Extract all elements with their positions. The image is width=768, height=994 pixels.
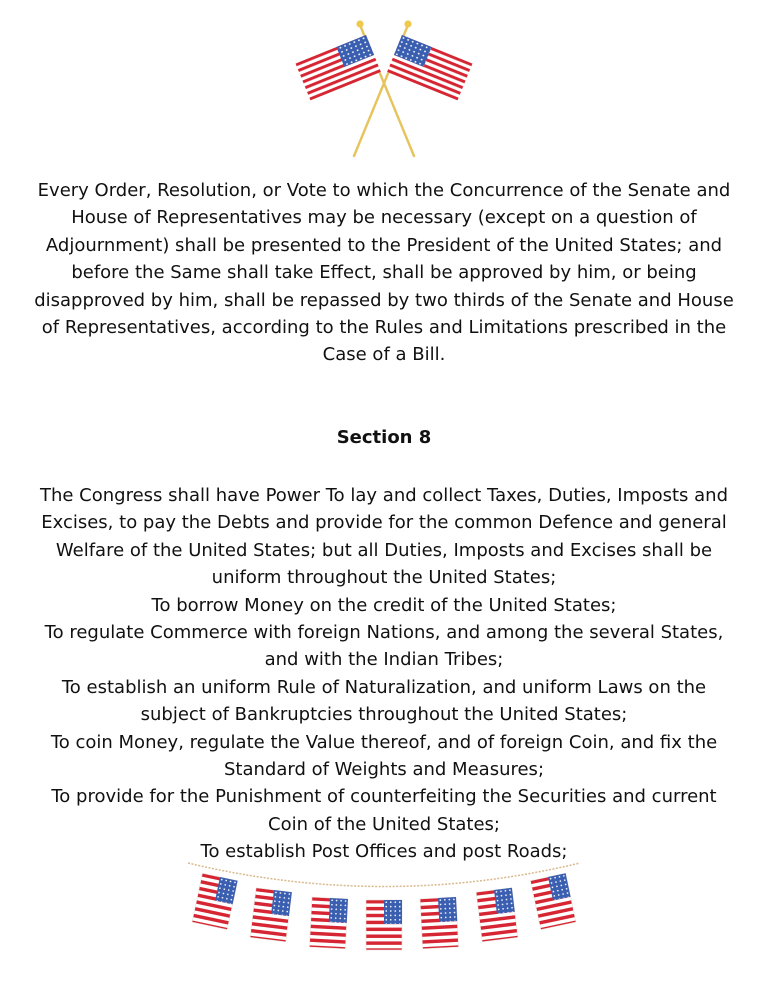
- clause-naturalization: To establish an uniform Rule of Naturalization, and uniform Laws on the subject of Bankruptcies throughout the United States;: [61, 676, 707, 726]
- clause-coin-money: To coin Money, regulate the Value thereof, and of foreign Coin, and fix the Standard of Weights and Measures;: [50, 731, 718, 781]
- article-paragraph: Every Order, Resolution, or Vote to which the Concurrence of the Senate and House of Representatives may be necessary (except on a question of Adjournment) shall be presented to the President of the United States; and before the Same shall take Effect, shall be approved by him, or being disapproved by him, shall be repassed by two thirds of the Senate and House of Representatives, according to the Rules and Limitations prescribed in the Case of a Bill.: [34, 180, 734, 366]
- flag-bunting-icon: [186, 854, 582, 958]
- clause-taxes: The Congress shall have Power To lay and collect Taxes, Duties, Imposts and Excises, to pay the Debts and provide for the common Defence and general Welfare of the United States; but all Duties, Imposts and Excises shall be uniform throughout the United States;: [39, 485, 728, 589]
- section-heading: Section 8: [336, 427, 432, 448]
- section-8-text: [34, 482, 734, 866]
- crossed-flags-icon: [284, 16, 484, 162]
- clause-counterfeiting: To provide for the Punishment of counterfeiting the Securities and current Coin of the United States;: [51, 786, 717, 835]
- clause-borrow: To borrow Money on the credit of the United States;: [151, 594, 617, 616]
- clause-post-offices: To establish Post Offices and post Roads;: [200, 841, 568, 863]
- clause-commerce: To regulate Commerce with foreign Nations, and among the several States, and with the Indian Tribes;: [44, 622, 724, 671]
